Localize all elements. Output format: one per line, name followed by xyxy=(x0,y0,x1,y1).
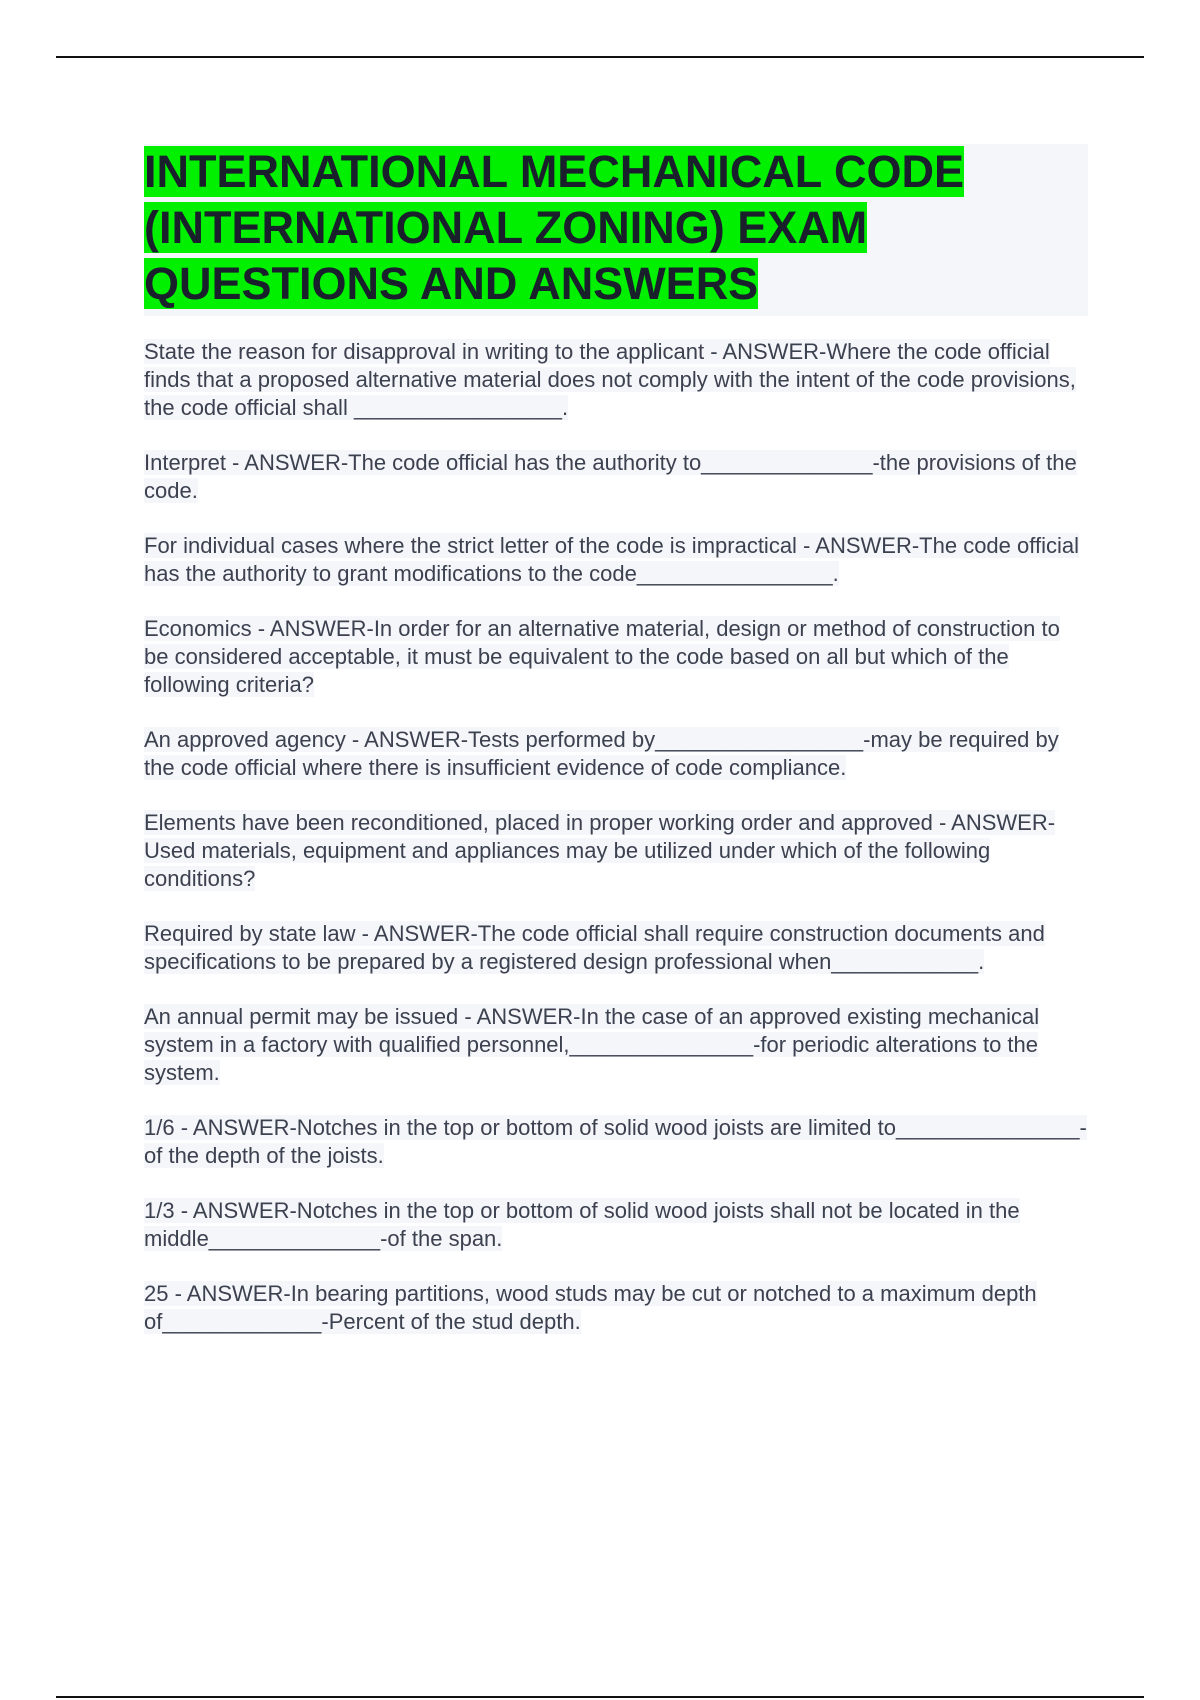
title-block xyxy=(144,144,1088,316)
qa-item-6 xyxy=(144,809,1088,893)
qa-item-text: 1/6 - ANSWER-Notches in the top or bottom of solid wood joists are limited to_______________-of the depth of the joists. xyxy=(144,1115,1087,1168)
qa-item-text: An approved agency - ANSWER-Tests performed by_________________-may be required by the code official where there is insufficient evidence of code compliance. xyxy=(144,727,1059,780)
qa-item-text: An annual permit may be issued - ANSWER-In the case of an approved existing mechanical system in a factory with qualified personnel,_______________-for periodic alterations to the system. xyxy=(144,1004,1040,1085)
qa-item-4 xyxy=(144,615,1088,699)
qa-item-1 xyxy=(144,338,1088,422)
document-title xyxy=(144,144,1088,312)
qa-item-text: Elements have been reconditioned, placed in proper working order and approved - ANSWER-Used materials, equipment and appliances may be utilized under which of the following conditions? xyxy=(144,810,1056,891)
qa-item-2 xyxy=(144,449,1088,505)
qa-item-10 xyxy=(144,1197,1088,1253)
title-highlight: INTERNATIONAL MECHANICAL CODE (INTERNATIONAL ZONING) EXAM QUESTIONS AND ANSWERS xyxy=(144,146,964,309)
qa-item-9 xyxy=(144,1114,1088,1170)
qa-item-11 xyxy=(144,1280,1088,1336)
qa-item-text: Required by state law - ANSWER-The code official shall require construction documents and specifications to be prepared by a registered design professional when____________. xyxy=(144,921,1045,974)
qa-item-text: 1/3 - ANSWER-Notches in the top or bottom of solid wood joists shall not be located in the middle______________-of the span. xyxy=(144,1198,1020,1251)
qa-list xyxy=(144,338,1088,1363)
qa-item-7 xyxy=(144,920,1088,976)
qa-item-3 xyxy=(144,532,1088,588)
qa-item-8 xyxy=(144,1003,1088,1087)
qa-item-text: Economics - ANSWER-In order for an alternative material, design or method of construction to be considered acceptable, it must be equivalent to the code based on all but which of the following criteria? xyxy=(144,616,1060,697)
qa-item-text: Interpret - ANSWER-The code official has the authority to______________-the provisions of the code. xyxy=(144,450,1077,503)
top-rule xyxy=(56,56,1144,58)
qa-item-5 xyxy=(144,726,1088,782)
bottom-rule xyxy=(56,1696,1144,1698)
qa-item-text: State the reason for disapproval in writing to the applicant - ANSWER-Where the code official finds that a proposed alternative material does not comply with the intent of the code provisions, the code official shall _________________. xyxy=(144,339,1076,420)
qa-item-text: 25 - ANSWER-In bearing partitions, wood studs may be cut or notched to a maximum depth of_____________-Percent of the stud depth. xyxy=(144,1281,1037,1334)
qa-item-text: For individual cases where the strict letter of the code is impractical - ANSWER-The code official has the authority to grant modifications to the code________________. xyxy=(144,533,1079,586)
